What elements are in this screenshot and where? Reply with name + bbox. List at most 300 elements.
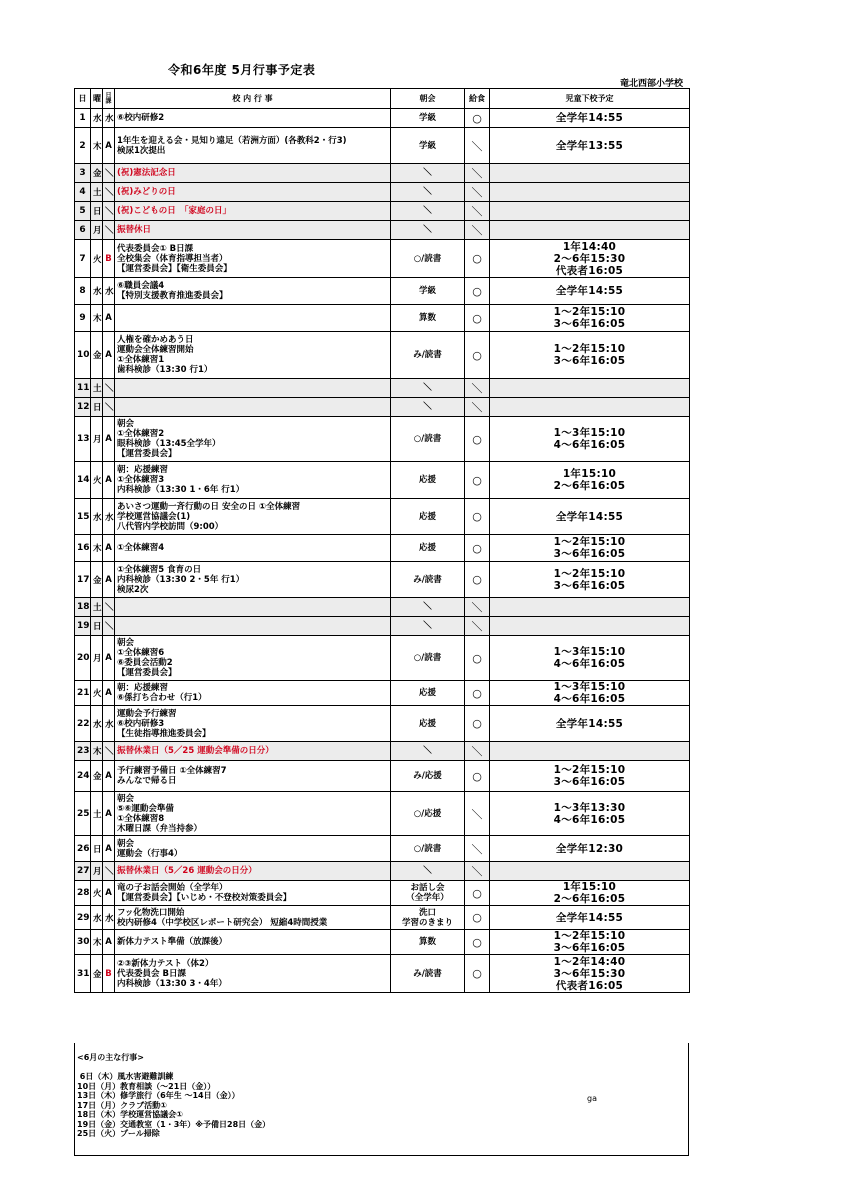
lunch-cell: ○	[465, 906, 490, 930]
june-events-heading: <6月の主な行事>	[77, 1053, 144, 1062]
schedule-cell: ＼	[103, 598, 115, 617]
june-event-item: 10日（月）教育相談（～21日（金））	[77, 1081, 216, 1091]
dismissal-time: 1～3年15:10	[553, 427, 626, 439]
weekday-cell: 土	[91, 379, 103, 398]
table-row	[75, 836, 690, 862]
lunch-cell: ＼	[465, 742, 490, 761]
header-events: 校 内 行 事	[115, 89, 391, 109]
table-row	[75, 305, 690, 332]
dismissal-time: 4～6年16:05	[553, 693, 626, 705]
assembly-cell: ○/応援	[391, 792, 465, 836]
table-row	[75, 535, 690, 562]
lunch-cell: ○	[465, 109, 490, 128]
lunch-cell: ＼	[465, 398, 490, 417]
day-cell: 14	[75, 462, 91, 499]
lunch-cell: ○	[465, 332, 490, 379]
weekday-cell: 火	[91, 462, 103, 499]
day-cell: 8	[75, 278, 91, 305]
lunch-cell: ○	[465, 278, 490, 305]
weekday-cell: 水	[91, 706, 103, 742]
event-line: ①全体練習5 食育の日	[117, 564, 202, 575]
weekday-cell: 木	[91, 128, 103, 164]
june-events-list	[77, 1072, 270, 1139]
events-cell	[115, 706, 391, 742]
table-row	[75, 862, 690, 881]
day-cell: 27	[75, 862, 91, 881]
table-row	[75, 183, 690, 202]
june-event-item: 13日（木）修学旅行（6年生 ～14日（金））	[77, 1091, 240, 1100]
dismissal-cell	[490, 128, 690, 164]
day-cell: 29	[75, 906, 91, 930]
dismissal-time: 1～2年14:40	[553, 955, 626, 968]
table-row	[75, 617, 690, 636]
day-cell: 6	[75, 221, 91, 240]
event-line: 運動会全体練習開始	[117, 345, 194, 355]
event-line: 【特別支援教育推進委員会】	[117, 291, 228, 301]
events-cell	[115, 906, 391, 930]
assembly-cell: 洗口 学習のきまり	[391, 906, 465, 930]
lunch-cell: ○	[465, 930, 490, 955]
page-title: 令和6年度 5月行事予定表	[168, 63, 316, 77]
day-cell: 2	[75, 128, 91, 164]
june-event-item: 25日（火）プール掃除	[77, 1129, 160, 1138]
event-line: 運動会（行事4）	[117, 848, 183, 859]
assembly-cell: 学級	[391, 128, 465, 164]
header-dismissal: 児童下校予定	[490, 89, 690, 109]
schedule-cell: ＼	[103, 183, 115, 202]
dismissal-time: 1～3年15:10	[553, 646, 626, 658]
dismissal-cell	[490, 706, 690, 742]
day-cell: 19	[75, 617, 91, 636]
table-row	[75, 278, 690, 305]
header-schedule: 日課	[103, 89, 115, 109]
weekday-cell: 火	[91, 881, 103, 906]
lunch-cell: ○	[465, 499, 490, 535]
schedule-cell: ＼	[103, 164, 115, 183]
event-line: 代表委員会① B日課	[117, 243, 194, 254]
assembly-cell: ○/読書	[391, 240, 465, 278]
day-cell: 22	[75, 706, 91, 742]
schedule-cell: 水	[103, 109, 115, 128]
events-cell	[115, 462, 391, 499]
assembly-cell: 応援	[391, 681, 465, 706]
lunch-cell: ＼	[465, 792, 490, 836]
table-row	[75, 562, 690, 598]
schedule-cell: 水	[103, 499, 115, 535]
dismissal-cell	[490, 742, 690, 761]
events-cell	[115, 332, 391, 379]
assembly-cell: ＼	[391, 221, 465, 240]
table-row	[75, 930, 690, 955]
dismissal-cell	[490, 681, 690, 706]
event-line: 【生徒指導推進委員会】	[117, 728, 211, 739]
dismissal-time: 1～2年15:10	[553, 764, 626, 776]
lunch-cell: ＼	[465, 183, 490, 202]
dismissal-time: 1～2年15:10	[553, 930, 626, 942]
events-cell	[115, 164, 391, 183]
schedule-cell: A	[103, 881, 115, 906]
school-name: 竜北西部小学校	[620, 79, 684, 89]
day-cell: 16	[75, 535, 91, 562]
dismissal-cell	[490, 499, 690, 535]
dismissal-time: 全学年14:55	[555, 285, 624, 297]
table-row	[75, 598, 690, 617]
table-row	[75, 761, 690, 792]
event-line: 検尿1次提出	[117, 145, 166, 156]
dismissal-time: 全学年12:30	[555, 842, 624, 855]
day-cell: 26	[75, 836, 91, 862]
lunch-cell: ＼	[465, 202, 490, 221]
events-cell	[115, 636, 391, 681]
lunch-cell: ○	[465, 761, 490, 792]
dismissal-cell	[490, 417, 690, 462]
event-line: みんなで帰る日	[117, 776, 177, 786]
schedule-cell: A	[103, 128, 115, 164]
dismissal-time: 1年15:10	[562, 468, 617, 480]
event-line: 朝：応援練習	[117, 683, 169, 693]
dismissal-cell	[490, 379, 690, 398]
schedule-cell: A	[103, 636, 115, 681]
day-cell: 12	[75, 398, 91, 417]
table-row	[75, 128, 690, 164]
events-cell	[115, 598, 391, 617]
schedule-cell: ＼	[103, 398, 115, 417]
day-cell: 4	[75, 183, 91, 202]
table-row	[75, 332, 690, 379]
lunch-cell: ○	[465, 417, 490, 462]
dismissal-time: 代表者16:05	[555, 979, 624, 992]
day-cell: 13	[75, 417, 91, 462]
schedule-cell: B	[103, 955, 115, 993]
event-line: ⑤⑥運動会準備	[117, 803, 174, 814]
schedule-cell: 水	[103, 706, 115, 742]
assembly-cell: ＼	[391, 164, 465, 183]
event-line: 【運営委員会】【衛生委員会】	[117, 263, 232, 274]
assembly-cell: み/読書	[391, 955, 465, 993]
weekday-cell: 木	[91, 742, 103, 761]
assembly-cell: 応援	[391, 499, 465, 535]
dismissal-time: 代表者16:05	[555, 264, 624, 277]
event-line: 運動会予行練習	[117, 708, 177, 719]
assembly-cell: 算数	[391, 305, 465, 332]
header-lunch: 給食	[465, 89, 490, 109]
dismissal-cell	[490, 881, 690, 906]
event-line: ⑥校内研修2	[117, 113, 165, 123]
assembly-cell: ＼	[391, 598, 465, 617]
assembly-cell: 学級	[391, 109, 465, 128]
dismissal-time: 1年14:40	[562, 240, 617, 253]
events-cell	[115, 681, 391, 706]
weekday-cell: 金	[91, 164, 103, 183]
lunch-cell: ○	[465, 955, 490, 993]
table-row	[75, 881, 690, 906]
lunch-cell: ＼	[465, 862, 490, 881]
event-line: 1年生を迎える会・見知り遠足（若洲方面）(各教科2・行3)	[117, 135, 347, 146]
dismissal-cell	[490, 398, 690, 417]
lunch-cell: ＼	[465, 379, 490, 398]
events-cell	[115, 617, 391, 636]
weekday-cell: 日	[91, 617, 103, 636]
events-cell	[115, 930, 391, 955]
dismissal-time: 3～6年16:05	[553, 579, 626, 592]
assembly-cell: み/応援	[391, 761, 465, 792]
events-cell	[115, 128, 391, 164]
day-cell: 25	[75, 792, 91, 836]
dismissal-cell	[490, 598, 690, 617]
assembly-cell: ○/読書	[391, 417, 465, 462]
lunch-cell: ○	[465, 706, 490, 742]
event-line: ①全体練習8	[117, 813, 165, 824]
dismissal-cell	[490, 862, 690, 881]
table-row	[75, 202, 690, 221]
weekday-cell: 水	[91, 278, 103, 305]
table-row	[75, 681, 690, 706]
dismissal-cell	[490, 202, 690, 221]
dismissal-time: 全学年13:55	[555, 139, 624, 152]
day-cell: 1	[75, 109, 91, 128]
event-line: 振替休業日（5／26 運動会の日分）	[117, 866, 257, 876]
schedule-cell: 水	[103, 906, 115, 930]
event-line: 内科検診（13:30 3・4年）	[117, 978, 227, 989]
schedule-cell: B	[103, 240, 115, 278]
lunch-cell: ○	[465, 681, 490, 706]
event-line: 内科検診（13:30 1・6年 行1）	[117, 485, 245, 495]
dismissal-time: 4～6年16:05	[553, 658, 626, 670]
schedule-cell: A	[103, 792, 115, 836]
event-line: 朝会	[117, 793, 135, 804]
event-line: 木曜日課（弁当持参）	[117, 823, 203, 834]
event-line: ①全体練習1	[117, 355, 165, 365]
event-line: 【運営委員会】	[117, 668, 177, 678]
event-line: 代表委員会 B日課	[117, 968, 186, 979]
weekday-cell: 水	[91, 109, 103, 128]
day-cell: 21	[75, 681, 91, 706]
event-line: 朝会	[117, 419, 135, 429]
events-cell	[115, 562, 391, 598]
lunch-cell: ＼	[465, 836, 490, 862]
day-cell: 28	[75, 881, 91, 906]
event-line: ⑥委員会活動2	[117, 658, 173, 668]
schedule-cell: 水	[103, 278, 115, 305]
event-line: ⑥係打ち合わせ（行1）	[117, 693, 207, 703]
weekday-cell: 木	[91, 930, 103, 955]
lunch-cell: ○	[465, 305, 490, 332]
event-line: ⑥職員会議4	[117, 281, 165, 291]
event-line: ⑥校内研修3	[117, 718, 165, 729]
weekday-cell: 水	[91, 906, 103, 930]
dismissal-time: 1～2年15:10	[553, 306, 626, 318]
table-row	[75, 636, 690, 681]
lunch-cell: ○	[465, 881, 490, 906]
day-cell: 23	[75, 742, 91, 761]
schedule-cell: A	[103, 462, 115, 499]
event-line: ①全体練習2	[117, 429, 165, 439]
event-line: 朝：応援練習	[117, 465, 169, 475]
day-cell: 24	[75, 761, 91, 792]
events-cell	[115, 499, 391, 535]
assembly-cell: ＼	[391, 742, 465, 761]
assembly-cell: み/読書	[391, 332, 465, 379]
day-cell: 3	[75, 164, 91, 183]
events-cell	[115, 881, 391, 906]
day-cell: 9	[75, 305, 91, 332]
event-line: 【運営委員会】	[117, 449, 177, 459]
day-cell: 30	[75, 930, 91, 955]
footer-box	[74, 1043, 689, 1156]
assembly-cell: 学級	[391, 278, 465, 305]
events-cell	[115, 379, 391, 398]
dismissal-cell	[490, 761, 690, 792]
dismissal-time: 2～6年16:05	[553, 893, 626, 905]
weekday-cell: 月	[91, 221, 103, 240]
day-cell: 17	[75, 562, 91, 598]
event-line: ②③新体力テスト（体2）	[117, 958, 214, 969]
assembly-cell: 応援	[391, 706, 465, 742]
schedule-cell: ＼	[103, 221, 115, 240]
june-event-item: 17日（月）クラブ活動①	[77, 1100, 167, 1110]
day-cell: 20	[75, 636, 91, 681]
lunch-cell: ＼	[465, 598, 490, 617]
events-cell	[115, 761, 391, 792]
assembly-cell: ＼	[391, 617, 465, 636]
table-row	[75, 706, 690, 742]
table-row	[75, 742, 690, 761]
schedule-rows	[75, 109, 690, 993]
event-line: 人権を確かめあう日	[117, 335, 194, 345]
schedule-cell: A	[103, 332, 115, 379]
weekday-cell: 木	[91, 535, 103, 562]
events-cell	[115, 398, 391, 417]
event-line: ①全体練習4	[117, 543, 165, 553]
lunch-cell: ○	[465, 240, 490, 278]
dismissal-time: 3～6年15:30	[553, 967, 626, 980]
dismissal-time: 3～6年16:05	[553, 548, 626, 560]
weekday-cell: 月	[91, 862, 103, 881]
table-row	[75, 499, 690, 535]
lunch-cell: ＼	[465, 617, 490, 636]
day-cell: 31	[75, 955, 91, 993]
dismissal-time: 2～6年16:05	[553, 480, 626, 492]
events-cell	[115, 417, 391, 462]
dismissal-time: 1～2年15:10	[553, 536, 626, 548]
dismissal-cell	[490, 617, 690, 636]
june-event-item: 18日（木）学校運営協議会①	[77, 1110, 183, 1119]
weekday-cell: 金	[91, 332, 103, 379]
event-line: 校内研修4（中学校区レポート研究会） 短縮4時間授業	[117, 917, 328, 928]
june-event-item: 6日（木）風水害避難訓練	[77, 1072, 174, 1081]
events-cell	[115, 305, 391, 332]
header-weekday: 曜	[91, 89, 103, 109]
assembly-cell: お話し会 （全学年）	[391, 881, 465, 906]
event-line: 振替休日	[117, 225, 152, 235]
assembly-cell: ＼	[391, 202, 465, 221]
event-line: 振替休業日（5／25 運動会準備の日分）	[117, 746, 274, 756]
event-line: 新体力テスト準備（放課後）	[117, 937, 228, 947]
table-row	[75, 164, 690, 183]
events-cell	[115, 202, 391, 221]
table-row	[75, 792, 690, 836]
weekday-cell: 月	[91, 636, 103, 681]
dismissal-cell	[490, 636, 690, 681]
dismissal-cell	[490, 240, 690, 278]
event-line: ①全体練習3	[117, 475, 165, 485]
event-line: 予行練習予備日 ①全体練習7	[117, 766, 227, 776]
weekday-cell: 日	[91, 836, 103, 862]
table-row	[75, 240, 690, 278]
events-cell	[115, 862, 391, 881]
day-cell: 18	[75, 598, 91, 617]
dismissal-time: 4～6年16:05	[553, 813, 626, 826]
schedule-cell: A	[103, 681, 115, 706]
schedule-cell: ＼	[103, 202, 115, 221]
table-row	[75, 955, 690, 993]
assembly-cell: ＼	[391, 183, 465, 202]
dismissal-cell	[490, 164, 690, 183]
header-day: 日	[75, 89, 91, 109]
dismissal-cell	[490, 930, 690, 955]
dismissal-time: 2～6年15:30	[553, 252, 626, 265]
dismissal-cell	[490, 836, 690, 862]
events-cell	[115, 221, 391, 240]
dismissal-time: 1～3年13:30	[553, 801, 626, 814]
event-line: 眼科検診（13:45全学年）	[117, 439, 221, 449]
assembly-cell: ○/読書	[391, 636, 465, 681]
event-line: あいさつ運動一斉行動の日 安全の日 ①全体練習	[117, 501, 301, 512]
lunch-cell: ＼	[465, 221, 490, 240]
weekday-cell: 日	[91, 202, 103, 221]
event-line: 朝会	[117, 838, 135, 849]
day-cell: 10	[75, 332, 91, 379]
june-event-item: 19日（金）交通教室（1・3年）※予備日28日（金）	[77, 1119, 271, 1129]
weekday-cell: 日	[91, 398, 103, 417]
schedule-cell: A	[103, 836, 115, 862]
schedule-cell: A	[103, 535, 115, 562]
dismissal-time: 3～6年16:05	[553, 776, 626, 788]
event-line: 朝会	[117, 638, 135, 648]
schedule-cell: ＼	[103, 379, 115, 398]
event-line: 全校集会（体育指導担当者）	[117, 253, 228, 264]
dismissal-cell	[490, 955, 690, 993]
events-cell	[115, 836, 391, 862]
lunch-cell: ＼	[465, 128, 490, 164]
dismissal-time: 1～2年15:10	[553, 567, 626, 580]
dismissal-cell	[490, 221, 690, 240]
dismissal-cell	[490, 462, 690, 499]
event-line: (祝)こどもの日 「家庭の日」	[117, 206, 232, 216]
events-cell	[115, 240, 391, 278]
day-cell: 7	[75, 240, 91, 278]
event-line: 竜の子お話会開始（全学年）	[117, 883, 228, 893]
dismissal-cell	[490, 562, 690, 598]
schedule-cell: A	[103, 562, 115, 598]
table-row	[75, 906, 690, 930]
weekday-cell: 月	[91, 417, 103, 462]
assembly-cell: 応援	[391, 535, 465, 562]
event-line: 学校運営協議会(1)	[117, 511, 191, 522]
dismissal-time: 全学年14:55	[555, 510, 624, 523]
event-line: (祝)みどりの日	[117, 187, 176, 197]
weekday-cell: 火	[91, 240, 103, 278]
dismissal-time: 3～6年16:05	[553, 318, 626, 330]
weekday-cell: 火	[91, 681, 103, 706]
assembly-cell: 応援	[391, 462, 465, 499]
event-line: 八代管内学校訪問（9:00）	[117, 521, 224, 532]
dismissal-time: 1～3年15:10	[553, 681, 626, 693]
event-line: 【運営委員会】【いじめ・不登校対策委員会】	[117, 893, 292, 903]
dismissal-time: 全学年14:55	[555, 112, 624, 124]
schedule-cell: A	[103, 417, 115, 462]
dismissal-cell	[490, 183, 690, 202]
